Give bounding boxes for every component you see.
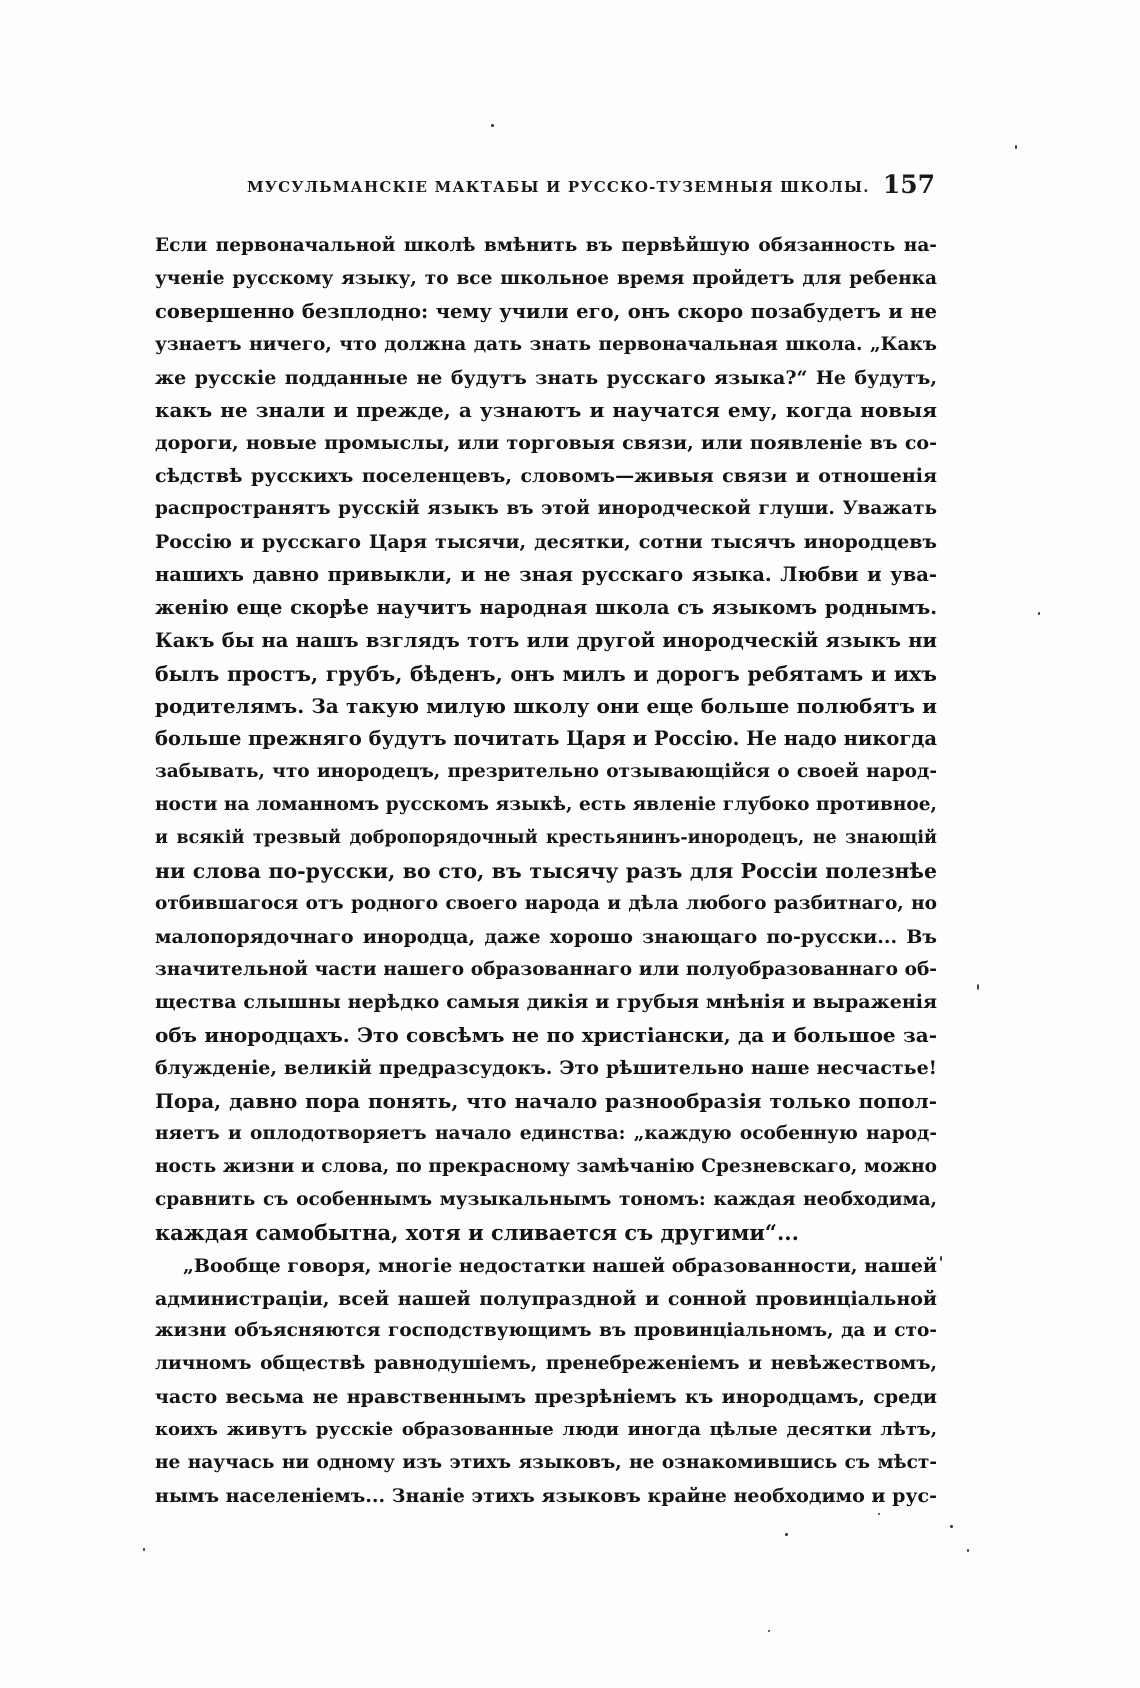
- text-line: коихъ живутъ русскіе образованные люди иногда цѣлые десятки лѣтъ,: [155, 1419, 937, 1441]
- text-line: какъ не знали и прежде, а узнаютъ и научатся ему, когда новыя: [155, 398, 937, 423]
- text-line: нашихъ давно привыкли, и не зная русскаго языка. Любви и ува-: [155, 562, 937, 586]
- text-line: сравнить съ особеннымъ музыкальнымъ тономъ: каждая необходима,: [155, 1188, 937, 1210]
- text-line: щества слышны нерѣдко самыя дикія и грубыя мнѣнія и выраженія: [155, 991, 937, 1014]
- text-line: отбившагося отъ родного своего народа и дѣла любого разбитнаго, но: [155, 892, 937, 914]
- scan-speck: [143, 1548, 145, 1551]
- text-line: Если первоначальной школѣ вмѣнить въ первѣйшую обязанность на-: [155, 235, 937, 256]
- scan-speck: [1015, 145, 1017, 149]
- scan-speck: [491, 124, 494, 127]
- text-line: родителямъ. За такую милую школу они еще больше полюбятъ и: [155, 694, 937, 719]
- text-line: малопорядочнаго инородца, даже хорошо знающаго по-русски... Въ: [155, 925, 937, 948]
- text-line: значительной части нашего образованнаго или полуобразованнаго об-: [155, 958, 937, 980]
- text-line: ученіе русскому языку, то все школьное время пройдетъ для ребенка: [155, 267, 937, 289]
- page-number: 157: [882, 170, 935, 199]
- text-line: же русскіе подданные не будутъ знать русскаго языка?“ Не будутъ,: [155, 366, 937, 389]
- text-line: Россію и русскаго Царя тысячи, десятки, сотни тысячъ инородцевъ: [155, 531, 937, 554]
- body-text: [155, 230, 937, 1513]
- scan-speck: [768, 1630, 770, 1632]
- scan-speck: [977, 984, 979, 990]
- text-line: Пора, давно пора понять, что начало разнообразія только попол-: [155, 1089, 937, 1114]
- text-line: забывать, что инородецъ, презрительно отзывающійся о своей народ-: [155, 761, 937, 783]
- text-line: объ инородцахъ. Это совсѣмъ не по христіански, да и большое за-: [155, 1023, 937, 1048]
- text-line: администраціи, всей нашей полупраздной и сонной провинціальной: [155, 1287, 937, 1310]
- text-line: совершенно безплодно: чему учили его, онъ скоро позабудетъ и не: [155, 299, 937, 323]
- text-line: каждая самобытна, хотя и сливается съ другими“...: [155, 1219, 799, 1245]
- scan-speck: [1038, 612, 1040, 615]
- running-head: [155, 170, 935, 210]
- text-line: блужденіе, великій предразсудокъ. Это рѣшительно наше несчастье!: [155, 1057, 937, 1080]
- text-line: распространятъ русскій языкъ въ этой инородческой глуши. Уважать: [155, 498, 937, 520]
- text-line: не научась ни одному изъ этихъ языковъ, не ознакомившись съ мѣст-: [155, 1451, 937, 1473]
- text-line: и всякій трезвый добропорядочный крестьянинъ-инородецъ, не знающій: [155, 828, 937, 849]
- text-line: больше прежняго будутъ почитать Царя и Россію. Не надо никогда: [155, 727, 937, 751]
- text-line: „Вообще говоря, многіе недостатки нашей образованности, нашей: [183, 1254, 937, 1277]
- text-line: часто весьма не нравственнымъ презрѣніемъ къ инородцамъ, среди: [155, 1386, 937, 1409]
- text-line: нымъ населеніемъ... Знаніе этихъ языковъ крайне необходимо и рус-: [155, 1484, 937, 1507]
- scan-speck: [967, 1549, 969, 1552]
- scan-speck: [785, 1533, 788, 1536]
- text-line: жизни объясняются господствующимъ въ провинціальномъ, да и сто-: [155, 1320, 937, 1342]
- scan-speck: [878, 1513, 880, 1515]
- text-line: женію еще скорѣе научитъ народная школа съ языкомъ роднымъ.: [155, 595, 937, 619]
- scan-speck: [940, 1256, 942, 1261]
- running-title: МУСУЛЬМАНСКІЕ МАКТАБЫ И РУССКО-ТУЗЕМНЫЯ ШКОЛЫ.: [247, 178, 870, 196]
- text-line: дороги, новые промыслы, или торговыя связи, или появленіе въ со-: [155, 432, 937, 455]
- scan-speck: [950, 1525, 953, 1528]
- text-line: ни слова по-русски, во сто, въ тысячу разъ для Россіи полезнѣе: [155, 858, 937, 883]
- text-line: ность жизни и слова, по прекрасному замѣчанію Срезневскаго, можно: [155, 1155, 937, 1177]
- text-line: няетъ и оплодотворяетъ начало единства: „каждую особенную народ-: [155, 1123, 937, 1145]
- text-line: былъ простъ, грубъ, бѣденъ, онъ милъ и дорогъ ребятамъ и ихъ: [155, 661, 937, 686]
- text-line: Какъ бы на нашъ взглядъ тотъ или другой инородческій языкъ ни: [155, 628, 937, 652]
- text-line: узнаетъ ничего, что должна дать знать первоначальная школа. „Какъ: [155, 333, 937, 355]
- text-line: личномъ обществѣ равнодушіемъ, пренебреженіемъ и невѣжествомъ,: [155, 1353, 937, 1375]
- text-line: сѣдствѣ русскихъ поселенцевъ, словомъ—живыя связи и отношенія: [155, 465, 937, 488]
- text-line: ности на ломанномъ русскомъ языкѣ, есть явленіе глубоко противное,: [155, 794, 937, 816]
